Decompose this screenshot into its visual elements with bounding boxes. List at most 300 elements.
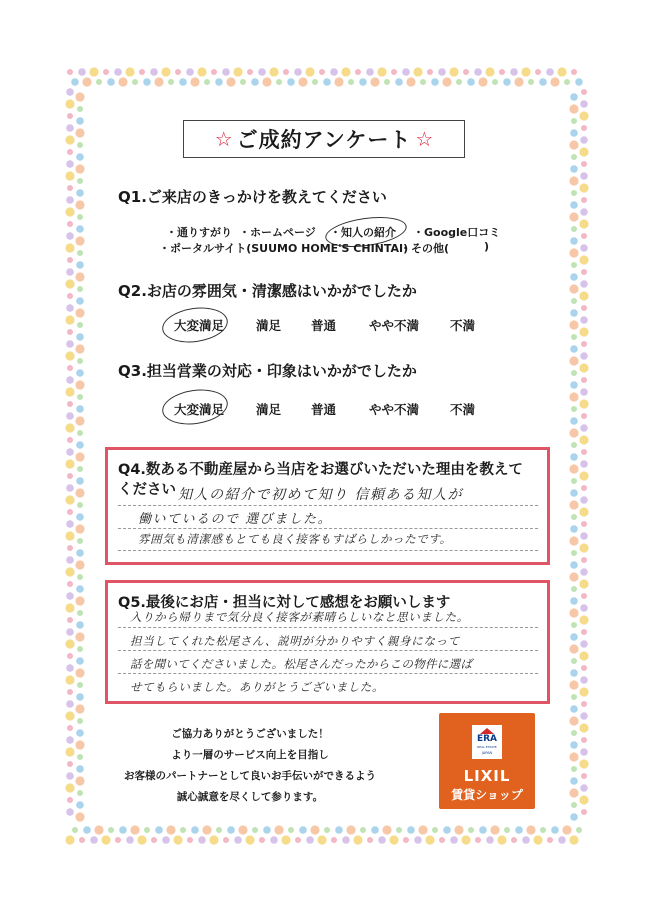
border-dot	[215, 78, 223, 86]
border-dot	[580, 424, 588, 432]
border-dot	[66, 700, 74, 708]
answer-line	[118, 550, 538, 551]
border-dot	[414, 836, 422, 844]
border-dot	[65, 495, 74, 504]
era-roof-icon	[480, 728, 494, 734]
border-dot	[270, 836, 278, 844]
border-dot	[581, 737, 587, 743]
border-dot	[247, 69, 253, 75]
border-dot	[474, 68, 482, 76]
border-dot	[77, 322, 83, 328]
border-dot	[492, 79, 498, 85]
border-dot	[65, 279, 74, 288]
star-icon: ☆	[214, 127, 233, 151]
border-dot	[77, 790, 83, 796]
border-dot	[571, 69, 577, 75]
border-dot	[245, 835, 254, 844]
q3-rating-dissatisfied: 不満	[450, 402, 476, 417]
border-dot	[570, 345, 578, 353]
border-dot	[570, 813, 578, 821]
q2-rating-somewhat-dissatisfied: やや不満	[369, 318, 420, 333]
border-dot	[580, 100, 588, 108]
border-dot	[173, 835, 182, 844]
border-dot	[450, 836, 458, 844]
border-dot	[570, 201, 578, 209]
border-dot	[66, 196, 74, 204]
border-dot	[503, 78, 511, 86]
border-dot	[569, 536, 578, 545]
border-dot	[66, 628, 74, 636]
border-dot	[395, 78, 403, 86]
border-dot	[240, 79, 246, 85]
border-dot	[76, 369, 84, 377]
border-dot	[76, 477, 84, 485]
border-dot	[76, 297, 84, 305]
border-dot	[396, 827, 402, 833]
border-dot	[569, 176, 578, 185]
border-dot	[579, 219, 588, 228]
border-dot	[154, 77, 163, 86]
border-dot	[76, 333, 84, 341]
border-dot	[66, 484, 74, 492]
border-dot	[67, 509, 73, 515]
border-dot	[514, 77, 523, 86]
closing-line: お客様のパートナーとして良いお手伝いができるよう	[124, 770, 376, 782]
border-dot	[579, 543, 588, 552]
border-dot	[439, 837, 445, 843]
border-dot	[348, 79, 354, 85]
border-dot	[579, 111, 588, 120]
border-dot	[341, 67, 350, 76]
border-dot	[571, 442, 577, 448]
border-dot	[139, 69, 145, 75]
border-dot	[310, 825, 319, 834]
border-dot	[75, 380, 84, 389]
answer-line	[118, 650, 538, 651]
border-dot	[67, 581, 73, 587]
border-dot	[335, 826, 343, 834]
border-dot	[65, 387, 74, 396]
q4-answer-box	[105, 447, 550, 565]
border-dot	[76, 657, 84, 665]
q1-option-homepage: ・ホームページ	[239, 226, 316, 239]
border-dot	[334, 77, 343, 86]
border-dot	[115, 837, 121, 843]
border-dot	[186, 68, 194, 76]
border-dot	[66, 520, 74, 528]
border-dot	[306, 836, 314, 844]
border-dot	[511, 837, 517, 843]
border-dot	[281, 835, 290, 844]
border-dot	[66, 808, 74, 816]
q1-option-passing: ・通りすがり	[166, 226, 232, 239]
border-dot	[187, 837, 193, 843]
border-dot	[76, 729, 84, 737]
q2-rating-dissatisfied: 不満	[450, 318, 476, 333]
border-dot	[490, 825, 499, 834]
border-dot	[558, 836, 566, 844]
q2-question: Q2.お店の雰囲気・清潔感はいかがでしたか	[118, 282, 417, 300]
answer-line	[118, 673, 538, 674]
border-dot	[425, 835, 434, 844]
border-dot	[77, 574, 83, 580]
border-dot	[330, 68, 338, 76]
border-dot	[547, 837, 553, 843]
border-dot	[569, 392, 578, 401]
border-dot	[570, 525, 578, 533]
border-dot	[581, 665, 587, 671]
border-dot	[571, 586, 577, 592]
border-dot	[65, 639, 74, 648]
border-dot	[569, 464, 578, 473]
border-dot	[65, 99, 74, 108]
border-dot	[75, 452, 84, 461]
border-dot	[75, 128, 84, 137]
border-dot	[305, 67, 314, 76]
border-dot	[346, 825, 355, 834]
border-dot	[162, 836, 170, 844]
border-dot	[65, 783, 74, 792]
border-dot	[479, 826, 487, 834]
border-dot	[468, 827, 474, 833]
q5-handwritten-line: 話を聞いてくださいました。松尾さんだったからこの物件に選ば	[130, 657, 473, 671]
border-dot	[570, 777, 578, 785]
q1-option-portal: ・ポータルサイト(SUUMO HOME'S CHINTAI)	[159, 242, 409, 255]
border-dot	[420, 79, 426, 85]
border-dot	[581, 305, 587, 311]
border-dot	[65, 207, 74, 216]
answer-line	[118, 528, 538, 529]
border-dot	[580, 172, 588, 180]
border-dot	[168, 79, 174, 85]
border-dot	[258, 68, 266, 76]
border-dot	[382, 825, 391, 834]
border-dot	[77, 142, 83, 148]
border-dot	[67, 473, 73, 479]
border-dot	[238, 825, 247, 834]
border-dot	[67, 437, 73, 443]
border-dot	[581, 161, 587, 167]
border-dot	[463, 69, 469, 75]
border-dot	[65, 567, 74, 576]
border-dot	[65, 675, 74, 684]
border-dot	[107, 78, 115, 86]
border-dot	[562, 825, 571, 834]
border-dot	[75, 668, 84, 677]
border-dot	[143, 78, 151, 86]
border-dot	[295, 837, 301, 843]
border-dot	[75, 812, 84, 821]
border-dot	[94, 825, 103, 834]
border-dot	[66, 412, 74, 420]
border-dot	[125, 67, 134, 76]
border-dot	[76, 549, 84, 557]
border-dot	[67, 797, 73, 803]
q4-handwritten-line: 働いているので 選びました。	[138, 512, 333, 527]
border-dot	[299, 826, 307, 834]
border-dot	[78, 68, 86, 76]
border-dot	[355, 69, 361, 75]
closing-line: ご協力ありがとうございました！	[171, 728, 329, 740]
q2-rating-neutral: 普通	[311, 318, 337, 333]
border-dot	[77, 250, 83, 256]
border-dot	[579, 147, 588, 156]
border-dot	[442, 77, 451, 86]
border-dot	[443, 826, 451, 834]
border-dot	[569, 716, 578, 725]
border-dot	[570, 453, 578, 461]
border-dot	[66, 160, 74, 168]
border-dot	[202, 825, 211, 834]
border-dot	[319, 69, 325, 75]
q3-rating-somewhat-dissatisfied: やや不満	[369, 402, 420, 417]
border-dot	[550, 77, 559, 86]
border-dot	[581, 773, 587, 779]
border-dot	[67, 401, 73, 407]
border-dot	[66, 772, 74, 780]
border-dot	[580, 460, 588, 468]
border-dot	[403, 837, 409, 843]
border-dot	[576, 827, 582, 833]
border-dot	[521, 67, 530, 76]
q1-option-google: ・Google口コミ	[413, 226, 501, 239]
border-dot	[76, 441, 84, 449]
border-dot	[175, 69, 181, 75]
border-dot	[130, 825, 139, 834]
q5-question: Q5.最後にお店・担当に対して感想をお願いします	[118, 595, 451, 611]
lixil-wordmark: LIXIL	[463, 767, 511, 785]
border-dot	[569, 140, 578, 149]
border-dot	[438, 68, 446, 76]
border-dot	[179, 78, 187, 86]
border-dot	[580, 388, 588, 396]
border-dot	[65, 835, 74, 844]
border-dot	[209, 835, 218, 844]
border-dot	[77, 358, 83, 364]
border-dot	[90, 836, 98, 844]
border-dot	[570, 561, 578, 569]
border-dot	[66, 448, 74, 456]
border-dot	[575, 78, 583, 86]
border-dot	[180, 827, 186, 833]
q4-handwritten-line: 雰囲気も清潔感もとても良く接客もすばらしかったです。	[138, 532, 452, 546]
border-dot	[486, 836, 494, 844]
border-dot	[77, 214, 83, 220]
border-dot	[580, 676, 588, 684]
border-dot	[76, 765, 84, 773]
border-dot	[570, 741, 578, 749]
border-dot	[570, 489, 578, 497]
border-dot	[581, 809, 587, 815]
border-dot	[579, 255, 588, 264]
q1-question: Q1.ご来店のきっかけを教えてください	[118, 188, 387, 206]
border-dot	[533, 835, 542, 844]
border-dot	[67, 617, 73, 623]
border-dot	[570, 417, 578, 425]
border-dot	[478, 77, 487, 86]
border-dot	[234, 836, 242, 844]
border-dot	[223, 837, 229, 843]
border-dot	[77, 682, 83, 688]
border-dot	[72, 827, 78, 833]
border-dot	[579, 615, 588, 624]
border-dot	[360, 827, 366, 833]
border-dot	[66, 664, 74, 672]
border-dot	[151, 837, 157, 843]
border-dot	[108, 827, 114, 833]
border-dot	[391, 69, 397, 75]
border-dot	[579, 399, 588, 408]
border-dot	[571, 298, 577, 304]
border-dot	[570, 705, 578, 713]
border-dot	[342, 836, 350, 844]
border-dot	[569, 680, 578, 689]
border-dot	[581, 485, 587, 491]
border-dot	[287, 78, 295, 86]
border-dot	[581, 557, 587, 563]
q3-rating-very-satisfied: 大変満足	[174, 402, 225, 417]
border-dot	[580, 136, 588, 144]
border-dot	[581, 629, 587, 635]
border-dot	[76, 693, 84, 701]
border-dot	[569, 835, 578, 844]
border-dot	[526, 825, 535, 834]
border-dot	[497, 835, 506, 844]
border-dot	[581, 593, 587, 599]
border-dot	[144, 827, 150, 833]
border-dot	[580, 532, 588, 540]
q1-option-referral: ・知人の紹介	[330, 226, 396, 239]
border-dot	[67, 257, 73, 263]
border-dot	[570, 633, 578, 641]
border-dot	[581, 269, 587, 275]
border-dot	[66, 88, 74, 96]
border-dot	[571, 622, 577, 628]
border-dot	[276, 79, 282, 85]
border-dot	[77, 430, 83, 436]
answer-line	[118, 505, 538, 506]
border-dot	[580, 568, 588, 576]
border-dot	[579, 435, 588, 444]
border-dot	[76, 225, 84, 233]
border-dot	[75, 272, 84, 281]
border-dot	[96, 79, 102, 85]
border-dot	[204, 79, 210, 85]
border-dot	[569, 356, 578, 365]
border-dot	[76, 621, 84, 629]
border-dot	[378, 836, 386, 844]
border-dot	[77, 502, 83, 508]
border-dot	[370, 77, 379, 86]
border-dot	[76, 153, 84, 161]
border-dot	[535, 69, 541, 75]
border-dot	[66, 268, 74, 276]
border-dot	[294, 68, 302, 76]
title-text: ご成約アンケート	[236, 128, 412, 152]
border-dot	[569, 788, 578, 797]
shop-name: 賃貸ショップ	[451, 788, 523, 802]
border-dot	[77, 466, 83, 472]
border-dot	[75, 308, 84, 317]
border-dot	[259, 837, 265, 843]
border-dot	[449, 67, 458, 76]
border-dot	[75, 560, 84, 569]
border-dot	[67, 113, 73, 119]
border-dot	[579, 327, 588, 336]
border-dot	[571, 802, 577, 808]
border-dot	[581, 125, 587, 131]
border-dot	[77, 106, 83, 112]
border-dot	[191, 826, 199, 834]
border-dot	[432, 827, 438, 833]
closing-line: より一層のサービス向上を目指し	[171, 749, 329, 761]
border-dot	[570, 237, 578, 245]
border-dot	[571, 514, 577, 520]
border-dot	[569, 428, 578, 437]
border-dot	[407, 826, 415, 834]
border-dot	[571, 262, 577, 268]
border-dot	[581, 449, 587, 455]
border-dot	[569, 500, 578, 509]
border-dot	[570, 309, 578, 317]
border-dot	[298, 77, 307, 86]
q5-handwritten-line: 担当してくれた松尾さん、説明が分かりやすく親身になって	[130, 634, 461, 648]
border-dot	[579, 687, 588, 696]
border-dot	[475, 837, 481, 843]
border-dot	[75, 200, 84, 209]
border-dot	[77, 286, 83, 292]
border-dot	[569, 284, 578, 293]
border-dot	[570, 165, 578, 173]
border-dot	[82, 77, 91, 86]
border-dot	[75, 776, 84, 785]
border-dot	[251, 78, 259, 86]
border-dot	[65, 603, 74, 612]
border-dot	[126, 836, 134, 844]
border-dot	[540, 827, 546, 833]
border-dot	[551, 826, 559, 834]
border-dot	[580, 784, 588, 792]
border-dot	[467, 78, 475, 86]
border-dot	[510, 68, 518, 76]
border-dot	[75, 344, 84, 353]
border-dot	[161, 67, 170, 76]
border-dot	[211, 69, 217, 75]
border-dot	[579, 291, 588, 300]
border-dot	[569, 320, 578, 329]
border-dot	[569, 248, 578, 257]
star-icon: ☆	[415, 127, 434, 151]
border-dot	[580, 352, 588, 360]
border-dot	[571, 190, 577, 196]
border-dot	[546, 68, 554, 76]
border-dot	[581, 413, 587, 419]
border-dot	[252, 827, 258, 833]
border-dot	[367, 837, 373, 843]
border-dot	[324, 827, 330, 833]
border-dot	[67, 725, 73, 731]
border-dot	[288, 827, 294, 833]
border-dot	[522, 836, 530, 844]
border-dot	[197, 67, 206, 76]
border-dot	[75, 236, 84, 245]
border-dot	[67, 69, 73, 75]
border-dot	[571, 154, 577, 160]
border-dot	[569, 608, 578, 617]
border-dot	[166, 825, 175, 834]
answer-line	[118, 627, 538, 628]
border-dot	[571, 694, 577, 700]
